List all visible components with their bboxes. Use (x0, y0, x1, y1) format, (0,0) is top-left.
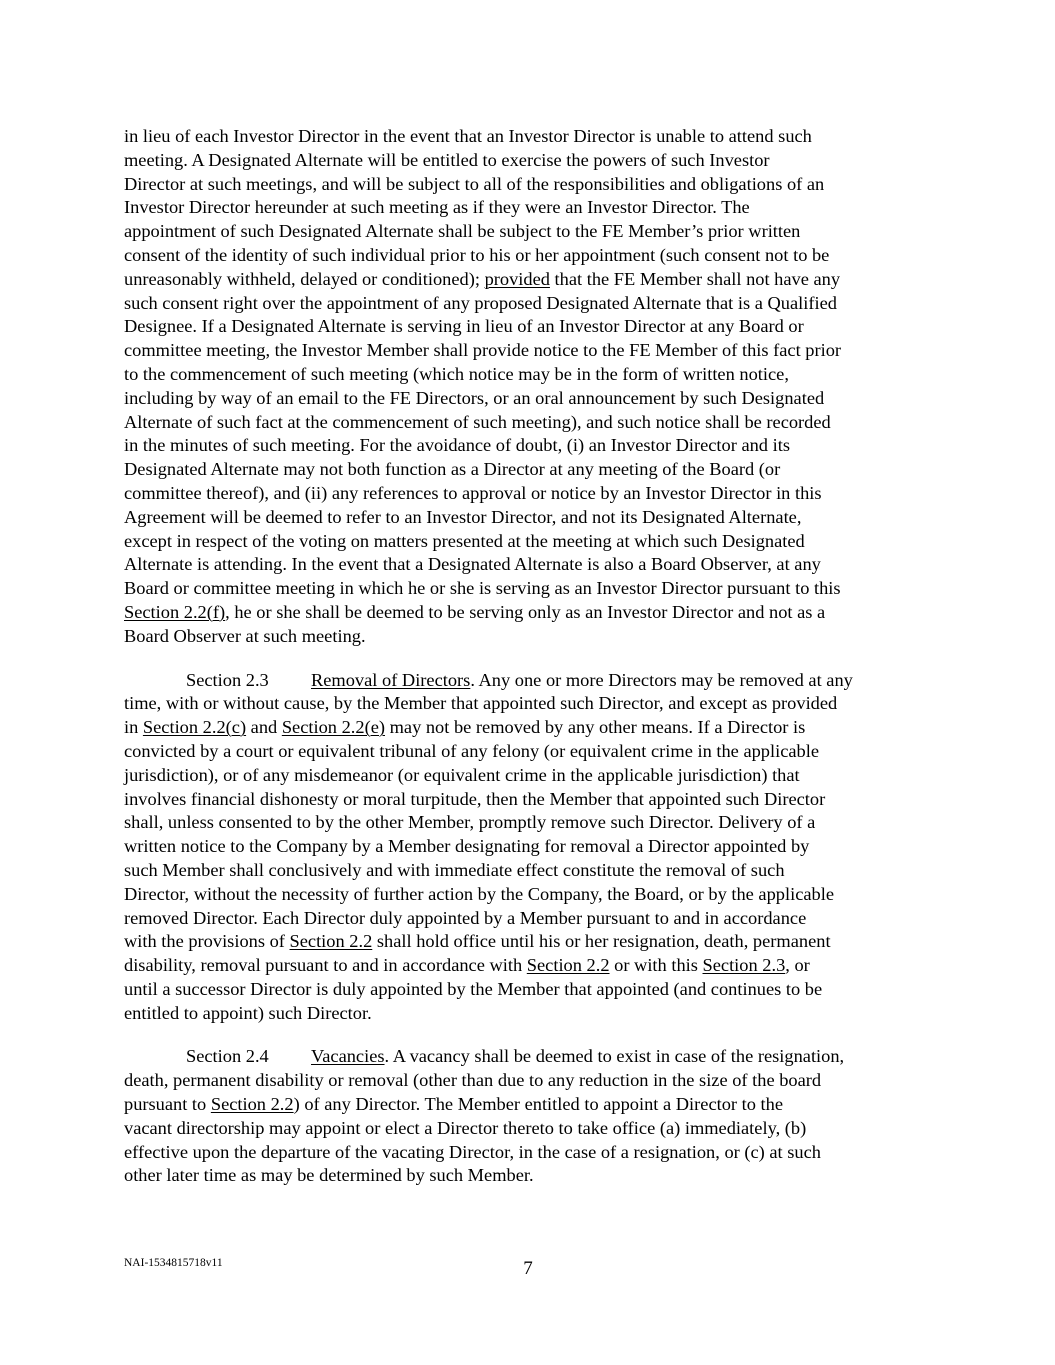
text-line: death, permanent disability or removal (other than due to any reduction in the size of the board (124, 1070, 822, 1091)
paragraph-designated-alternate (124, 125, 936, 649)
text-run: , or (785, 955, 810, 976)
text-run: pursuant to (124, 1094, 211, 1115)
text-line: Alternate of such fact at the commencement of such meeting), and such notice shall be recorded (124, 411, 831, 432)
section-reference-link[interactable]: Section 2.2 (526, 955, 610, 976)
text-line: Agreement will be deemed to refer to an Investor Director, and not its Designated Alternate, (124, 506, 802, 527)
text-run: in (124, 717, 143, 738)
text-line: including by way of an email to the FE Directors, or an oral announcement by such Designated (124, 387, 825, 408)
section-2-4 (124, 1045, 936, 1188)
section-number: Section 2.3 (186, 669, 269, 690)
document-body (124, 125, 936, 1188)
section-reference-link[interactable]: Section 2.3 (702, 955, 786, 976)
document-id: NAI-1534815718v11 (124, 1257, 223, 1269)
text-line: until a successor Director is duly appointed by the Member that appointed (and continues to be (124, 978, 823, 999)
text-line: meeting. A Designated Alternate will be entitled to exercise the powers of such Investor (124, 149, 770, 170)
text-line: other later time as may be determined by such Member. (124, 1165, 534, 1186)
text-line: Designated Alternate may not both function as a Director at any meeting of the Board (or (124, 459, 781, 480)
text-line: entitled to appoint) such Director. (124, 1002, 372, 1023)
section-number: Section 2.4 (186, 1046, 269, 1067)
provided-term: provided (484, 268, 550, 289)
section-reference-link[interactable]: Section 2.2(f) (124, 601, 226, 622)
text-run: ) of any Director. The Member entitled to appoint a Director to the (293, 1094, 784, 1115)
text-line (124, 954, 936, 978)
section-reference-link[interactable]: Section 2.2(e) (281, 717, 385, 738)
text-line: in lieu of each Investor Director in the event that an Investor Director is unable to attend such (124, 126, 812, 146)
text-run: or with this (609, 955, 703, 976)
text-line: shall, unless consented to by the other Member, promptly remove such Director. Delivery of a (124, 812, 816, 833)
text-run: unreasonably withheld, delayed or conditioned); (124, 268, 485, 289)
text-run: shall hold office until his or her resignation, death, permanent (372, 931, 831, 952)
section-2-3 (124, 669, 936, 1026)
text-line (124, 716, 936, 740)
section-reference-link[interactable]: Section 2.2 (289, 931, 373, 952)
text-line (124, 268, 936, 292)
text-line: involves financial dishonesty or moral turpitude, then the Member that appointed such Director (124, 788, 826, 809)
text-run: disability, removal pursuant to and in accordance with (124, 955, 527, 976)
text-line: removed Director. Each Director duly appointed by a Member pursuant to and in accordance (124, 907, 807, 928)
text-line (124, 601, 936, 625)
text-line: time, with or without cause, by the Member that appointed such Director, and except as provided (124, 693, 838, 714)
section-heading: Vacancies (311, 1046, 385, 1067)
text-line: jurisdiction), or of any misdemeanor (or equivalent crime in the applicable jurisdiction) that (124, 764, 800, 785)
text-line: except in respect of the voting on matters presented at the meeting at which such Designated (124, 530, 805, 551)
text-line: Director, without the necessity of further action by the Company, the Board, or by the applicable (124, 883, 834, 904)
text-line: Investor Director hereunder at such meeting as if they were an Investor Director. The (124, 197, 750, 218)
text-line: to the commencement of such meeting (which notice may be in the form of written notice, (124, 363, 789, 384)
text-line: appointment of such Designated Alternate shall be subject to the FE Member’s prior written (124, 221, 801, 242)
text-line: convicted by a court or equivalent tribunal of any felony (or equivalent crime in the applicable (124, 740, 820, 761)
text-line: Board Observer at such meeting. (124, 625, 366, 646)
text-line: vacant directorship may appoint or elect a Director thereto to take office (a) immediately, (b) (124, 1117, 807, 1138)
text-run: . Any one or more Directors may be removed at any (470, 669, 853, 690)
text-run: . A vacancy shall be deemed to exist in case of the resignation, (384, 1046, 845, 1067)
text-run: with the provisions of (124, 931, 290, 952)
text-line (124, 1045, 936, 1069)
text-line: Director at such meetings, and will be subject to all of the responsibilities and obligations of an (124, 173, 825, 194)
section-reference-link[interactable]: Section 2.2(c) (142, 717, 247, 738)
text-line: written notice to the Company by a Member designating for removal a Director appointed by (124, 836, 810, 857)
text-line: Designee. If a Designated Alternate is serving in lieu of an Investor Director at any Board or (124, 316, 804, 337)
text-line (124, 669, 936, 693)
text-line: Board or committee meeting in which he or she is serving as an Investor Director pursuant to this (124, 578, 841, 599)
text-line: Alternate is attending. In the event that a Designated Alternate is also a Board Observer, at any (124, 554, 821, 575)
text-line: consent of the identity of such individual prior to his or her appointment (such consent not to be (124, 244, 830, 265)
text-line: effective upon the departure of the vacating Director, in the case of a resignation, or (c) at such (124, 1141, 821, 1162)
text-line: such Member shall conclusively and with immediate effect constitute the removal of such (124, 859, 785, 880)
text-run: and (246, 717, 282, 738)
text-line: committee thereof), and (ii) any references to approval or notice by an Investor Director in this (124, 482, 822, 503)
text-line: such consent right over the appointment of any proposed Designated Alternate that is a Qualified (124, 292, 837, 313)
text-run: may not be removed by any other means. If a Director is (385, 717, 806, 738)
section-heading: Removal of Directors (311, 669, 471, 690)
text-run: that the FE Member shall not have any (549, 268, 841, 289)
text-run: , he or she shall be deemed to be serving only as an Investor Director and not as a (225, 601, 826, 622)
text-line: committee meeting, the Investor Member shall provide notice to the FE Member of this fact prior (124, 340, 842, 361)
text-line (124, 930, 936, 954)
page-number: 7 (523, 1258, 533, 1279)
text-line (124, 1093, 936, 1117)
text-line: in the minutes of such meeting. For the avoidance of doubt, (i) an Investor Director and its (124, 435, 790, 456)
section-reference-link[interactable]: Section 2.2 (210, 1094, 294, 1115)
